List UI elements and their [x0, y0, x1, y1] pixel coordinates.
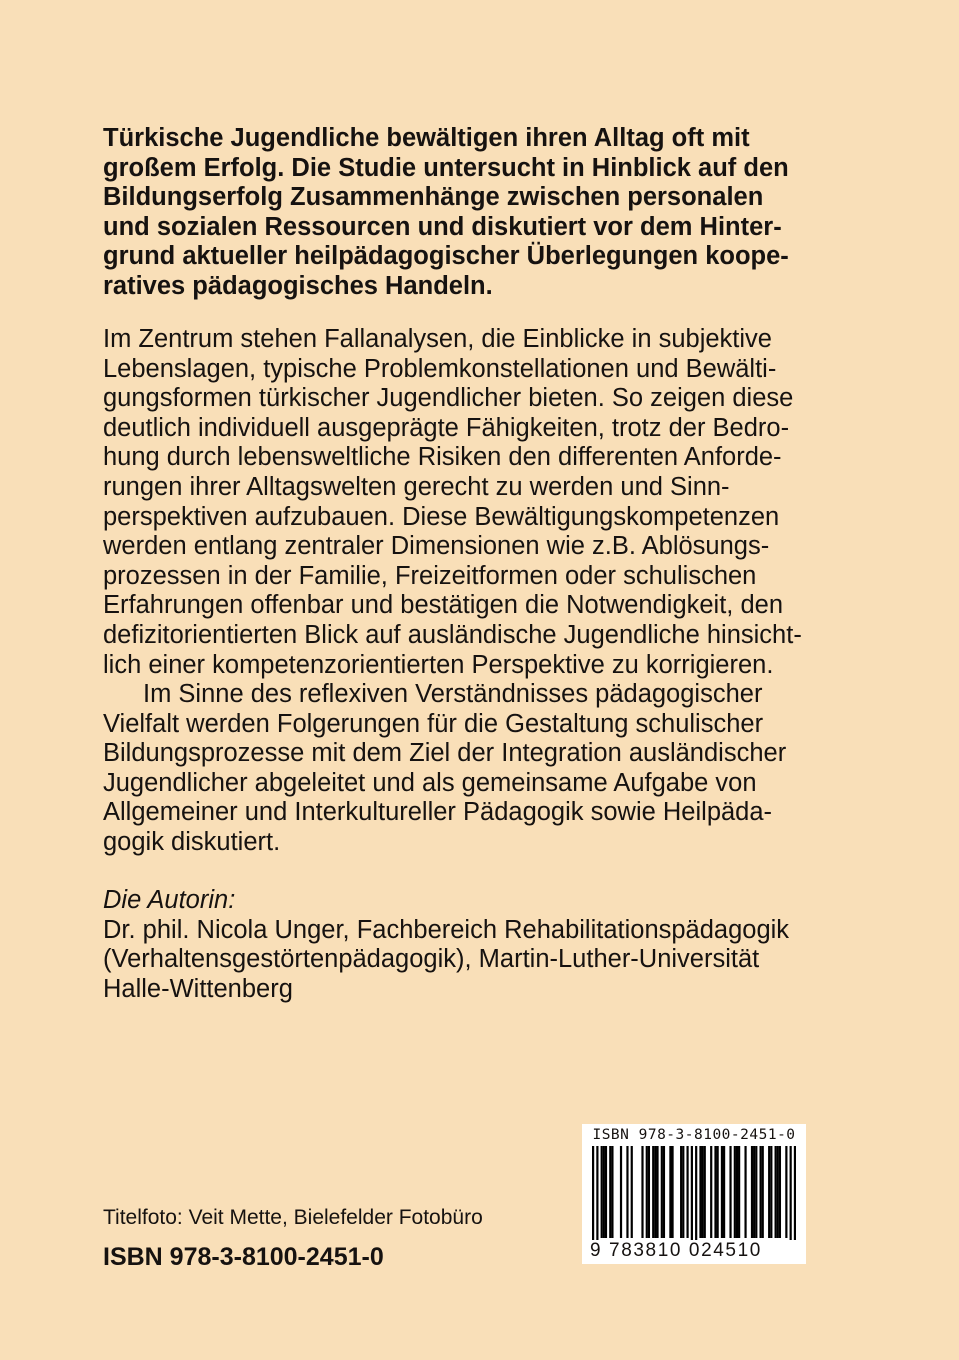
barcode-bar	[652, 1146, 654, 1238]
barcode-bar	[775, 1146, 777, 1238]
barcode-bar	[710, 1146, 712, 1238]
barcode-bar	[592, 1146, 594, 1252]
paragraph-line: Jugendlicher abgeleitet und als gemeinsame Aufgabe von	[103, 768, 757, 797]
intro-bold-paragraph	[103, 124, 863, 301]
barcode-bar	[626, 1146, 628, 1238]
barcode-bar	[596, 1146, 598, 1252]
author-line: Dr. phil. Nicola Unger, Fachbereich Rehabilitationspädagogik	[103, 915, 790, 944]
barcode-bar	[704, 1146, 706, 1238]
barcode-bar	[609, 1146, 611, 1238]
author-section	[103, 886, 863, 1004]
barcode-bar	[753, 1146, 755, 1238]
barcode-bar	[656, 1146, 658, 1238]
author-heading: Die Autorin:	[103, 886, 236, 914]
barcode-bar	[762, 1146, 764, 1238]
description-paragraph-1	[103, 325, 863, 680]
barcode-isbn-text: ISBN 978-3-8100-2451-0	[592, 1127, 796, 1143]
paragraph-line: deutlich individuell ausgeprägte Fähigkeiten, trotz der Bedro-	[103, 413, 790, 442]
barcode-bar	[755, 1146, 757, 1238]
barcode-bar	[759, 1146, 761, 1238]
barcode-bar	[770, 1146, 772, 1238]
paragraph-line: perspektiven aufzubauen. Diese Bewältigungskompetenzen	[103, 502, 780, 531]
description-paragraph-2	[103, 680, 863, 858]
paragraph-line: lich einer kompetenzorientierten Perspektive zu korrigieren.	[103, 650, 774, 679]
barcode-bar	[671, 1146, 673, 1238]
barcode-label	[582, 1124, 806, 1264]
paragraph-line: Bildungsprozesse mit dem Ziel der Integration ausländischer	[103, 739, 787, 768]
barcode-bar	[777, 1146, 779, 1238]
barcode-bar	[717, 1146, 719, 1238]
barcode-bar	[646, 1146, 648, 1238]
barcode-bar	[620, 1146, 622, 1238]
barcode-bar	[723, 1146, 725, 1238]
barcode-bar	[714, 1146, 716, 1238]
barcode-bar	[738, 1146, 740, 1238]
paragraph-line: Im Sinne des reflexiven Verständnisses pädagogischer	[143, 680, 763, 708]
barcode-digits: 9 783810 024510	[590, 1240, 802, 1262]
barcode-bar	[611, 1146, 613, 1238]
barcode-bar	[702, 1146, 704, 1238]
intro-line: ratives pädagogisches Handeln.	[103, 271, 493, 300]
barcode-bar	[605, 1146, 607, 1238]
barcode-bar	[686, 1146, 688, 1238]
barcode-bar	[790, 1146, 792, 1252]
barcode-bar	[729, 1146, 731, 1238]
paragraph-line: prozessen in der Familie, Freizeitformen oder schulischen	[103, 561, 757, 590]
photo-credit: Titelfoto: Veit Mette, Bielefelder Fotobüro	[103, 1206, 483, 1229]
author-line: Halle-Wittenberg	[103, 974, 293, 1003]
barcode-bar	[680, 1146, 682, 1238]
barcode-bar	[601, 1146, 603, 1238]
paragraph-line: Allgemeiner und Interkultureller Pädagogik sowie Heilpäda-	[103, 798, 773, 827]
barcode-bar	[768, 1146, 770, 1238]
paragraph-line: Lebenslagen, typische Problemkonstellationen und Bewälti-	[103, 354, 777, 383]
barcode-bar	[669, 1146, 671, 1238]
barcode-bar	[603, 1146, 605, 1238]
barcode-bar	[631, 1146, 633, 1238]
paragraph-line: Erfahrungen offenbar und bestätigen die Notwendigkeit, den	[103, 591, 784, 620]
paragraph-line: rungen ihrer Alltagswelten gerecht zu werden und Sinn-	[103, 472, 730, 501]
intro-line: und sozialen Ressourcen und diskutiert vor dem Hinter-	[103, 212, 782, 241]
barcode-bar	[682, 1146, 684, 1238]
barcode-bar	[648, 1146, 650, 1238]
paragraph-line: Im Zentrum stehen Fallanalysen, die Einblicke in subjektive	[103, 325, 772, 353]
paragraph-line: gungsformen türkischer Jugendlicher bieten. So zeigen diese	[103, 384, 794, 413]
barcode-bar	[695, 1146, 697, 1252]
intro-line: Türkische Jugendliche bewältigen ihren Alltag oft mit	[103, 124, 750, 152]
barcode-bar	[661, 1146, 663, 1238]
intro-line: großem Erfolg. Die Studie untersucht in Hinblick auf den	[103, 153, 789, 182]
barcode-bar	[751, 1146, 753, 1238]
barcode-bar	[691, 1146, 693, 1252]
barcode-bar	[734, 1146, 736, 1238]
barcode-bar	[721, 1146, 723, 1238]
barcode-bar	[744, 1146, 746, 1238]
author-line: (Verhaltensgestörtenpädagogik), Martin-Luther-Universität	[103, 945, 760, 974]
barcode-bar	[654, 1146, 656, 1238]
intro-line: Bildungserfolg Zusammenhänge zwischen personalen	[103, 183, 764, 211]
barcode-bar	[779, 1146, 781, 1238]
paragraph-line: defizitorientierten Blick auf ausländische Jugendliche hinsicht-	[103, 620, 802, 649]
barcode-bar	[785, 1146, 787, 1238]
paragraph-line: werden entlang zentraler Dimensionen wie z.B. Ablösungs-	[103, 532, 770, 561]
barcode-bar	[641, 1146, 643, 1238]
isbn-text: ISBN 978-3-8100-2451-0	[103, 1243, 384, 1271]
intro-line: grund aktueller heilpädagogischer Überlegungen koope-	[103, 242, 789, 270]
paragraph-line: hung durch lebensweltliche Risiken den differenten Anforde-	[103, 443, 782, 472]
barcode-bar	[736, 1146, 738, 1238]
paragraph-line: Vielfalt werden Folgerungen für die Gestaltung schulischer	[103, 709, 764, 738]
barcode-bar	[699, 1146, 701, 1238]
barcode-bar	[663, 1146, 665, 1238]
barcode-bar	[794, 1146, 796, 1252]
paragraph-line: gogik diskutiert.	[103, 827, 281, 856]
